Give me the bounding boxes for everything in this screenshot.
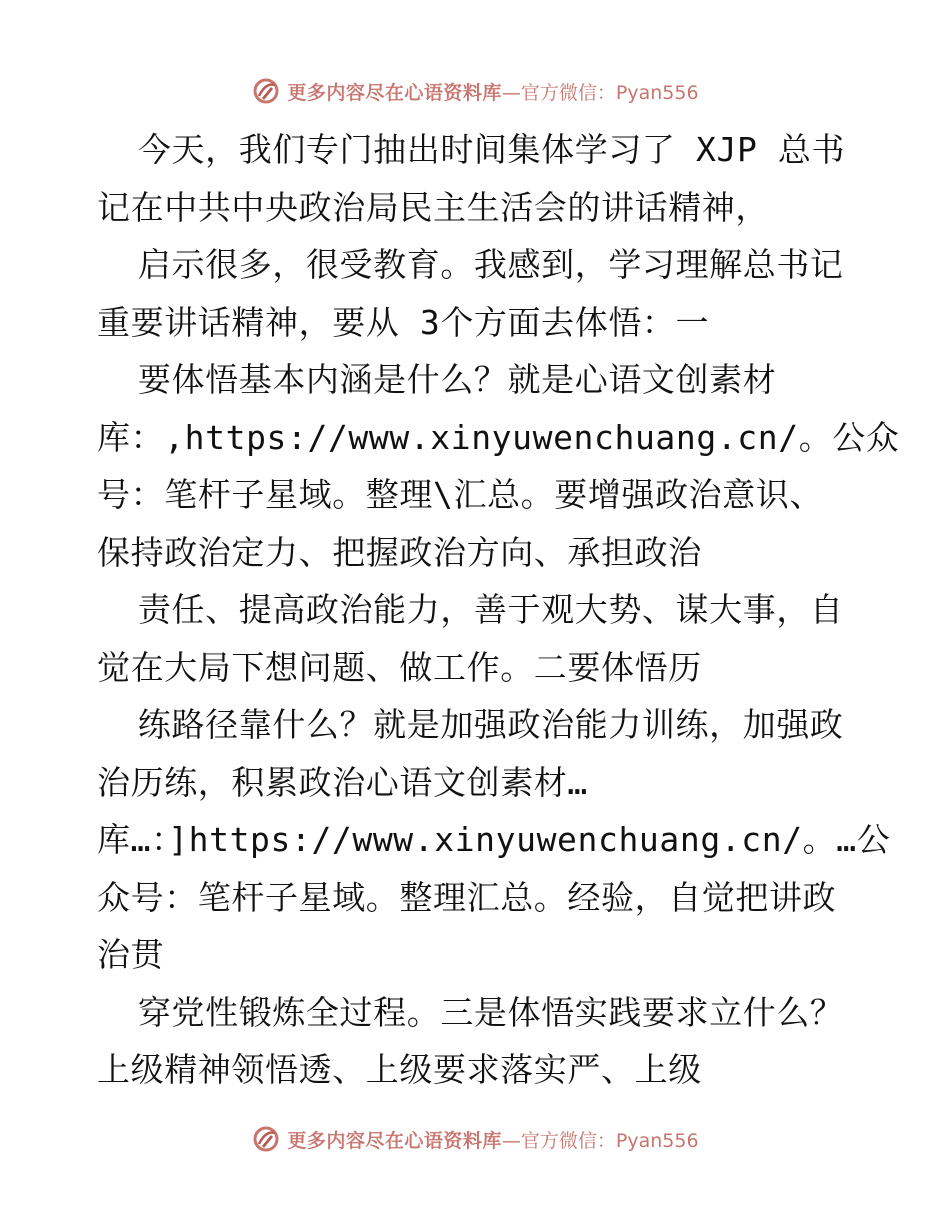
- text-line: 众号：笔杆子星域。整理汇总。经验，自觉把讲政: [97, 877, 837, 917]
- text-line: 号：笔杆子星域。整理\汇总。要增强政治意识、: [97, 475, 824, 514]
- header-brand-text: 更多内容尽在心语资料库: [287, 81, 502, 104]
- text-line: 重要讲话精神，要从 3个方面去体悟：一: [97, 302, 710, 342]
- text-line: 保持政治定力、把握政治方向、承担政治: [97, 532, 702, 572]
- footer-brand-text: 更多内容尽在心语资料库: [287, 1129, 502, 1152]
- text-line: 觉在大局下想问题、做工作。二要体悟历: [97, 647, 702, 687]
- header-banner: [0, 74, 950, 108]
- pen-swirl-icon: [251, 1124, 281, 1154]
- text-line: 库：,https://www.xinyuwenchuang.cn/。公众: [97, 417, 900, 457]
- text-line: 责任、提高政治能力，善于观大势、谋大事，自: [97, 590, 844, 629]
- text-line: 库…：]https://www.xinyuwenchuang.cn/。…公: [97, 820, 891, 859]
- pen-swirl-icon: [251, 76, 281, 106]
- document-body: [97, 121, 900, 1099]
- header-wechat-text: —官方微信：Pyan556: [501, 81, 699, 104]
- footer-banner: [0, 1122, 950, 1156]
- text-line: 上级精神领悟透、上级要求落实严、上级: [97, 1050, 702, 1089]
- text-line: 练路径靠什么？就是加强政治能力训练，加强政: [97, 705, 844, 744]
- text-line: 启示很多，很受教育。我感到，学习理解总书记: [97, 245, 844, 284]
- text-line: 记在中共中央政治局民主生活会的讲话精神，: [97, 187, 769, 227]
- footer-wechat-text: —官方微信：Pyan556: [501, 1129, 699, 1152]
- text-line: 治历练，积累政治心语文创素材…: [97, 762, 588, 802]
- text-line: 治贯: [97, 935, 165, 974]
- text-line: 穿党性锻炼全过程。三是体悟实践要求立什么？: [97, 992, 844, 1032]
- text-line: 要体悟基本内涵是什么？就是心语文创素材: [97, 360, 777, 399]
- text-line: 今天，我们专门抽出时间集体学习了 XJP 总书: [97, 130, 846, 169]
